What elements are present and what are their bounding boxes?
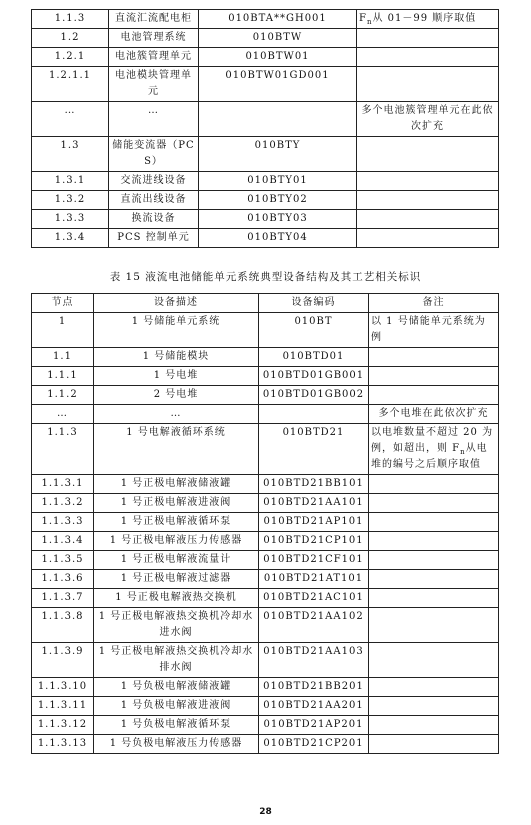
cell-node: 1.1.3.2 <box>32 494 94 513</box>
cell-desc: 电池簇管理单元 <box>109 48 199 67</box>
table-15 <box>31 293 499 754</box>
cell-note <box>357 210 499 229</box>
cell-desc: … <box>94 405 259 424</box>
cell-desc: 换流设备 <box>109 210 199 229</box>
table-body <box>32 313 499 754</box>
cell-desc: 2 号电堆 <box>94 386 259 405</box>
cell-code: 010BTD21AA102 <box>259 608 369 643</box>
cell-note <box>357 29 499 48</box>
table-row <box>32 513 499 532</box>
cell-node: 1.3.1 <box>32 172 109 191</box>
cell-note <box>369 475 499 494</box>
cell-note <box>369 643 499 678</box>
cell-code: 010BTD21AC101 <box>259 589 369 608</box>
table-row <box>32 678 499 697</box>
cell-code: 010BTW <box>199 29 357 48</box>
header-desc: 设备描述 <box>94 294 259 313</box>
cell-desc: 直流出线设备 <box>109 191 199 210</box>
page-number: 28 <box>259 807 272 817</box>
cell-desc: 电池模块管理单元 <box>109 67 199 102</box>
cell-node: 1.1.3.10 <box>32 678 94 697</box>
header-code: 设备编码 <box>259 294 369 313</box>
cell-node: 1.1.3.13 <box>32 735 94 754</box>
table-row <box>32 29 499 48</box>
cell-code: 010BTY02 <box>199 191 357 210</box>
cell-node: 1.1.3 <box>32 10 109 29</box>
cell-note <box>369 697 499 716</box>
cell-note <box>357 48 499 67</box>
table-row <box>32 367 499 386</box>
cell-node: 1.2.1.1 <box>32 67 109 102</box>
cell-desc: 1 号正极电解液压力传感器 <box>94 532 259 551</box>
table-row <box>32 716 499 735</box>
cell-code: 010BTA**GH001 <box>199 10 357 29</box>
table-row <box>32 67 499 102</box>
cell-node: 1.1.1 <box>32 367 94 386</box>
cell-code: 010BTD21AP101 <box>259 513 369 532</box>
cell-note: 以电堆数量不超过 20 为例，如超出，则 $F_n$从电堆的编号之后顺序取值 <box>369 424 499 475</box>
cell-node: 1.1.2 <box>32 386 94 405</box>
cell-note <box>369 570 499 589</box>
cell-code: 010BTD21CP101 <box>259 532 369 551</box>
header-row <box>32 294 499 313</box>
table-row <box>32 191 499 210</box>
cell-node: 1.1.3.11 <box>32 697 94 716</box>
cell-code: 010BTW01GD001 <box>199 67 357 102</box>
cell-desc: 1 号正极电解液进液阀 <box>94 494 259 513</box>
cell-desc: 电池管理系统 <box>109 29 199 48</box>
cell-node: 1.1 <box>32 348 94 367</box>
cell-node: 1.1.3.4 <box>32 532 94 551</box>
cell-desc: 1 号电堆 <box>94 367 259 386</box>
table-row <box>32 494 499 513</box>
table-row <box>32 313 499 348</box>
cell-node: 1.1.3.9 <box>32 643 94 678</box>
cell-desc: PCS 控制单元 <box>109 229 199 248</box>
cell-node: 1.1.3.7 <box>32 589 94 608</box>
table-row <box>32 48 499 67</box>
cell-code: 010BTY04 <box>199 229 357 248</box>
cell-note <box>369 494 499 513</box>
cell-code: 010BT <box>259 313 369 348</box>
table-row <box>32 348 499 367</box>
cell-note <box>357 191 499 210</box>
cell-node: 1.1.3.3 <box>32 513 94 532</box>
table-row <box>32 697 499 716</box>
cell-code <box>199 102 357 137</box>
table-row <box>32 10 499 29</box>
table-caption: 表 15 液流电池储能单元系统典型设备结构及其工艺相关标识 <box>109 271 422 283</box>
equipment-table-continued <box>31 9 499 248</box>
table-row <box>32 735 499 754</box>
cell-node: … <box>32 102 109 137</box>
cell-note <box>369 678 499 697</box>
cell-desc: 1 号正极电解液过滤器 <box>94 570 259 589</box>
cell-code: 010BTD21AA103 <box>259 643 369 678</box>
cell-note <box>369 589 499 608</box>
cell-note <box>357 137 499 172</box>
cell-note <box>369 551 499 570</box>
table-row <box>32 172 499 191</box>
cell-desc: 1 号正极电解液循环泵 <box>94 513 259 532</box>
table-row <box>32 532 499 551</box>
cell-note <box>369 735 499 754</box>
cell-note: $F_n$从 01－99 顺序取值 <box>357 10 499 29</box>
cell-desc: 1 号正极电解液热交换机冷却水进水阀 <box>94 608 259 643</box>
header-node: 节点 <box>32 294 94 313</box>
cell-code: 010BTD21CP201 <box>259 735 369 754</box>
cell-node: 1.1.3.5 <box>32 551 94 570</box>
cell-note <box>357 67 499 102</box>
table-row <box>32 643 499 678</box>
cell-node: 1.1.3 <box>32 424 94 475</box>
cell-code: 010BTD21AA101 <box>259 494 369 513</box>
table-row <box>32 570 499 589</box>
cell-code: 010BTY03 <box>199 210 357 229</box>
cell-note: 多个电池簇管理单元在此依次扩充 <box>357 102 499 137</box>
cell-code: 010BTD21CF101 <box>259 551 369 570</box>
cell-desc: 1 号负极电解液储液罐 <box>94 678 259 697</box>
cell-node: 1.2 <box>32 29 109 48</box>
cell-node: 1.1.3.6 <box>32 570 94 589</box>
cell-note <box>357 229 499 248</box>
cell-code: 010BTY <box>199 137 357 172</box>
cell-node: 1.2.1 <box>32 48 109 67</box>
header-note: 备注 <box>369 294 499 313</box>
cell-node: 1.1.3.1 <box>32 475 94 494</box>
cell-desc: 1 号负极电解液压力传感器 <box>94 735 259 754</box>
table-row <box>32 229 499 248</box>
cell-code: 010BTD21AA201 <box>259 697 369 716</box>
cell-node: 1.3.4 <box>32 229 109 248</box>
table-row <box>32 386 499 405</box>
table-row <box>32 137 499 172</box>
cell-note <box>369 386 499 405</box>
table-header <box>32 294 499 313</box>
table-row <box>32 405 499 424</box>
cell-code: 010BTD21 <box>259 424 369 475</box>
cell-node: … <box>32 405 94 424</box>
cell-node: 1.3.2 <box>32 191 109 210</box>
cell-node: 1.3.3 <box>32 210 109 229</box>
cell-desc: 1 号正极电解液热交换机冷却水排水阀 <box>94 643 259 678</box>
cell-note <box>369 716 499 735</box>
cell-desc: 1 号负极电解液循环泵 <box>94 716 259 735</box>
cell-note <box>357 172 499 191</box>
cell-code: 010BTW01 <box>199 48 357 67</box>
cell-code: 010BTD01GB001 <box>259 367 369 386</box>
cell-note: 以 1 号储能单元系统为例 <box>369 313 499 348</box>
cell-note <box>369 348 499 367</box>
table-row <box>32 589 499 608</box>
cell-code: 010BTD01GB002 <box>259 386 369 405</box>
subscript-n: n <box>460 448 466 456</box>
cell-desc: 1 号储能模块 <box>94 348 259 367</box>
cell-code: 010BTD21BB101 <box>259 475 369 494</box>
cell-code: 010BTD01 <box>259 348 369 367</box>
cell-note <box>369 532 499 551</box>
cell-note <box>369 367 499 386</box>
cell-code <box>259 405 369 424</box>
cell-node: 1.1.3.8 <box>32 608 94 643</box>
cell-desc: 1 号正极电解液储液罐 <box>94 475 259 494</box>
cell-desc: 1 号正极电解液热交换机 <box>94 589 259 608</box>
cell-desc: 1 号储能单元系统 <box>94 313 259 348</box>
cell-node: 1.3 <box>32 137 109 172</box>
table-row <box>32 210 499 229</box>
cell-desc: 1 号负极电解液进液阀 <box>94 697 259 716</box>
table-row <box>32 551 499 570</box>
cell-code: 010BTD21AP201 <box>259 716 369 735</box>
subscript-n: n <box>366 18 373 26</box>
cell-note: 多个电堆在此依次扩充 <box>369 405 499 424</box>
cell-desc: 1 号正极电解液流量计 <box>94 551 259 570</box>
cell-note <box>369 608 499 643</box>
table-row <box>32 608 499 643</box>
cell-desc: 储能变流器（PCS） <box>109 137 199 172</box>
cell-code: 010BTD21AT101 <box>259 570 369 589</box>
cell-node: 1.1.3.12 <box>32 716 94 735</box>
cell-desc: 1 号电解液循环系统 <box>94 424 259 475</box>
table-row <box>32 475 499 494</box>
cell-desc: 直流汇流配电柜 <box>109 10 199 29</box>
table-body <box>32 10 499 248</box>
cell-desc: 交流进线设备 <box>109 172 199 191</box>
table-row <box>32 424 499 475</box>
table-row <box>32 102 499 137</box>
cell-code: 010BTY01 <box>199 172 357 191</box>
cell-node: 1 <box>32 313 94 348</box>
cell-note <box>369 513 499 532</box>
cell-code: 010BTD21BB201 <box>259 678 369 697</box>
cell-desc: … <box>109 102 199 137</box>
